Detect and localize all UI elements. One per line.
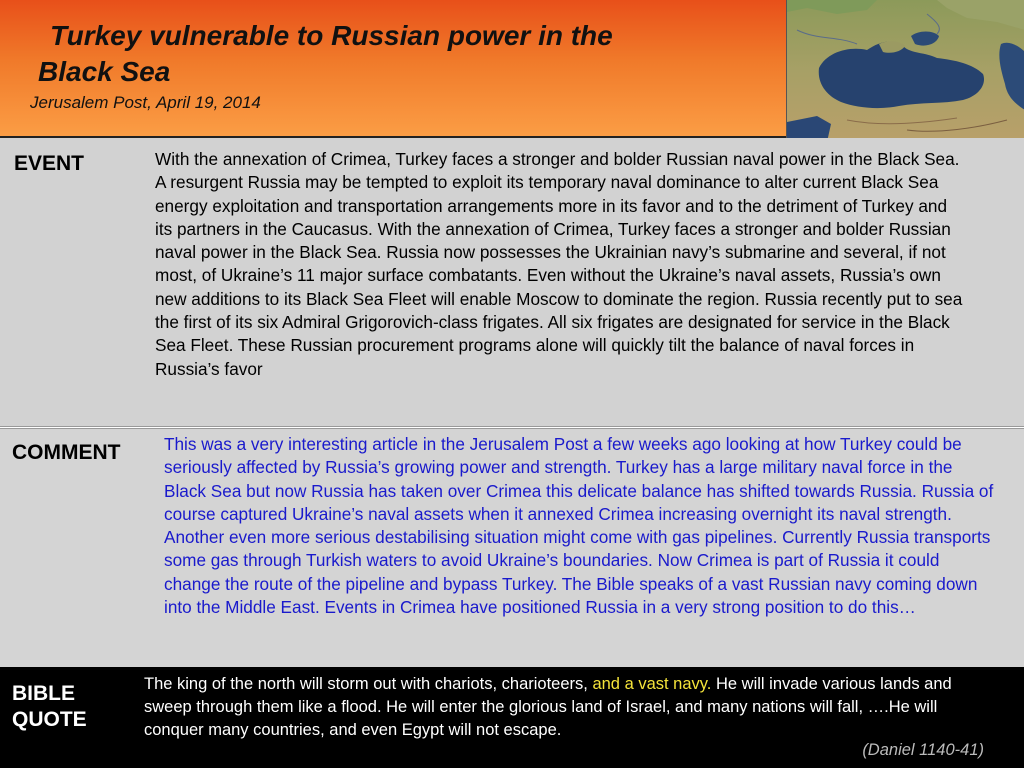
comment-text: This was a very interesting article in the Jerusalem Post a few weeks ago looking at how Turkey could be seriously affected by Russia’s growing power and strength. Turkey has a large military naval force in the Black Sea but now Russia has taken over Crimea this delicate balance has shifted towards Russia. Russia of course captured Ukraine’s naval assets when it annexed Crimea increasing overnight its naval strength. Another even more serious destabilising situation might come with gas pipelines. Currently Russia transports some gas through Turkish waters to avoid Ukraine’s boundaries. Now Crimea is part of Russia it could change the route of the pipeline and bypass Turkey. The Bible speaks of a vast Russian navy coming down into the Middle East. Events in Crimea have positioned Russia in a very strong position to do this… (164, 434, 994, 618)
event-text: With the annexation of Crimea, Turkey faces a stronger and bolder Russian naval power in the Black Sea. A resurgent Russia may be tempted to exploit its temporary naval dominance to alter current Black Sea energy exploitation and transportation arrangements more in its favor and to the detriment of Turkey and its partners in the Caucasus. With the annexation of Crimea, Turkey faces a stronger and bolder Russian naval power in the Black Sea. Russia now possesses the Ukrainian navy’s submarine and several, if not most, of Ukraine’s 11 major surface combatants. Even without the Ukraine’s naval assets, Russia’s own new additions to its Black Sea Fleet will enable Moscow to dominate the region. Russia recently put to sea the first of its six Admiral Grigorovich-class frigates. All six frigates are designated for service in the Black Sea Fleet. These Russian procurement programs alone will quickly tilt the balance of naval forces in Russia’s favor (155, 149, 963, 379)
bible-label-line-2: QUOTE (12, 708, 87, 731)
black-sea-map-image (786, 0, 1024, 142)
slide-title (38, 18, 738, 90)
bible-quote-row (0, 667, 1024, 768)
bible-label-line-1: BIBLE (12, 682, 75, 705)
article-source: Jerusalem Post, April 19, 2014 (30, 93, 261, 112)
bible-quote-text (144, 673, 994, 742)
bible-text-before: The king of the north will storm out with chariots, charioteers, (144, 675, 593, 693)
comment-label: COMMENT (12, 441, 121, 464)
comment-row (0, 428, 1024, 667)
title-line-2: Black Sea (38, 56, 171, 87)
title-line-1: Turkey vulnerable to Russian power in the (50, 20, 613, 51)
bible-text-after: He will invade various lands and sweep through them like a flood. He will enter the glorious land of Israel, and many nations will fall, ….He will conquer many countries, and even Egypt will not escape. (144, 675, 952, 739)
bible-reference: (Daniel 1140-41) (862, 741, 984, 759)
bible-quote-label (12, 681, 87, 733)
event-row (0, 138, 1024, 427)
bible-text-highlight: and a vast navy. (592, 675, 712, 693)
event-label: EVENT (14, 152, 85, 175)
